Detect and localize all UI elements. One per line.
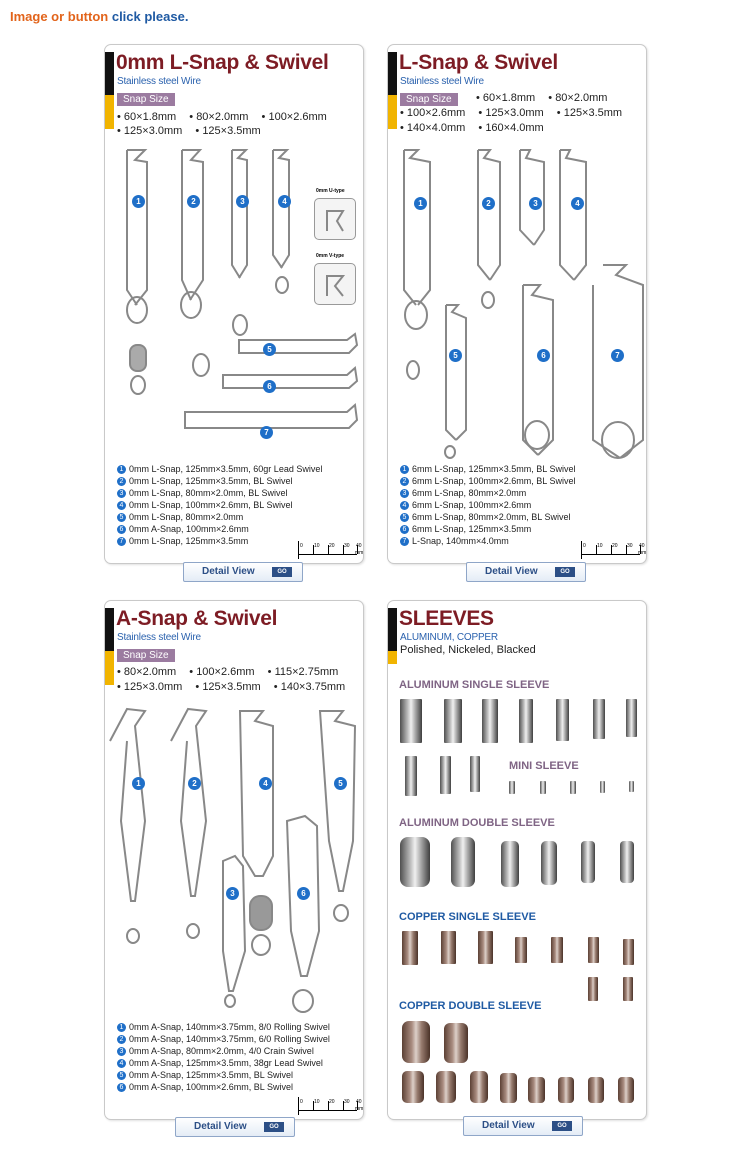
scale-ruler: 0 10 20 30 40 mm xyxy=(298,541,359,559)
size-row: • 80×2.0mm • 100×2.6mm • 115×2.75mm xyxy=(117,666,339,678)
list-item: 3 0mm A-Snap, 80mm×2.0mm, 4/0 Crain Swivel xyxy=(117,1045,330,1057)
product-card-l-snap-0mm[interactable] xyxy=(104,44,364,564)
snap-illustration-1 xyxy=(110,709,145,901)
snap-illustration-7 xyxy=(185,405,357,428)
list-item: 7 L-Snap, 140mm×4.0mm xyxy=(400,535,575,547)
sleeve-image xyxy=(436,1071,456,1103)
section-aluminum-single: ALUMINUM SINGLE SLEEVE xyxy=(399,679,550,691)
product-card-l-snap[interactable] xyxy=(387,44,647,564)
item-list xyxy=(117,463,322,547)
scale-ruler: 0 10 20 30 40 mm xyxy=(298,1097,359,1115)
title-accent-bar-yellow xyxy=(388,95,397,129)
list-item: 4 0mm L-Snap, 100mm×2.6mm, BL Swivel xyxy=(117,499,322,511)
card-title: L-Snap & Swivel xyxy=(399,51,558,74)
list-item: 7 0mm L-Snap, 125mm×3.5mm xyxy=(117,535,322,547)
list-item: 1 0mm A-Snap, 140mm×3.75mm, 8/0 Rolling Swivel xyxy=(117,1021,330,1033)
snap-illustration-3 xyxy=(232,150,247,335)
detail-view-button[interactable]: Detail View GO xyxy=(183,562,303,582)
list-item: 3 0mm L-Snap, 80mm×2.0mm, BL Swivel xyxy=(117,487,322,499)
snap-illustration-2 xyxy=(171,709,206,896)
sleeve-image xyxy=(588,937,599,963)
item-marker-1[interactable]: 1 xyxy=(132,195,145,208)
list-item: 5 6mm L-Snap, 80mm×2.0mm, BL Swivel xyxy=(400,511,575,523)
product-card-a-snap[interactable] xyxy=(104,600,364,1120)
sleeve-image xyxy=(451,837,475,887)
sleeve-image xyxy=(620,841,634,883)
detail-view-button[interactable]: Detail View GO xyxy=(175,1117,295,1137)
item-marker-7[interactable]: 7 xyxy=(260,426,273,439)
sleeve-image xyxy=(402,931,418,965)
sleeve-image xyxy=(581,841,595,883)
sleeve-image xyxy=(444,1023,468,1063)
product-card-sleeves[interactable] xyxy=(387,600,647,1120)
snap-size-badge: Snap Size xyxy=(400,93,458,106)
sleeve-image xyxy=(400,699,422,743)
item-marker-7[interactable]: 7 xyxy=(611,349,624,362)
list-item: 3 6mm L-Snap, 80mm×2.0mm xyxy=(400,487,575,499)
sleeve-image xyxy=(588,977,598,1001)
go-icon: GO xyxy=(272,567,292,577)
snap-illustration-1 xyxy=(127,150,147,394)
sleeve-image xyxy=(405,756,417,796)
list-item: 6 0mm A-Snap, 100mm×2.6mm xyxy=(117,523,322,535)
title-accent-bar xyxy=(105,608,114,651)
snap-illustration-4 xyxy=(560,150,586,280)
item-list xyxy=(117,1021,330,1093)
card-subtitle: Stainless steel Wire xyxy=(400,76,484,87)
sleeve-image xyxy=(501,841,519,887)
snap-illustration-1 xyxy=(404,150,430,305)
sleeve-image xyxy=(623,939,634,965)
sleeve-image xyxy=(470,1071,488,1103)
item-marker-4[interactable]: 4 xyxy=(571,197,584,210)
section-copper-double: COPPER DOUBLE SLEEVE xyxy=(399,1000,542,1012)
snap-illustration-2 xyxy=(181,150,209,376)
item-marker-6[interactable]: 6 xyxy=(537,349,550,362)
item-marker-3[interactable]: 3 xyxy=(236,195,249,208)
sleeve-image xyxy=(441,931,456,964)
section-mini-sleeve: MINI SLEEVE xyxy=(509,760,579,772)
sleeve-image xyxy=(400,837,430,887)
sleeve-image xyxy=(509,781,515,794)
list-item: 4 6mm L-Snap, 100mm×2.6mm xyxy=(400,499,575,511)
item-marker-5[interactable]: 5 xyxy=(449,349,462,362)
snap-illustration-6 xyxy=(223,368,357,388)
v-type-image xyxy=(314,263,356,305)
sleeve-image xyxy=(500,1073,517,1103)
item-marker-2[interactable]: 2 xyxy=(188,777,201,790)
item-marker-2[interactable]: 2 xyxy=(187,195,200,208)
size-row: • 60×1.8mm • 80×2.0mm xyxy=(476,92,608,104)
title-accent-bar xyxy=(388,52,397,95)
snap-illustration-5 xyxy=(320,711,355,891)
size-row: • 100×2.6mm • 125×3.0mm • 125×3.5mm xyxy=(400,107,623,119)
sleeve-image xyxy=(600,781,605,793)
item-marker-5[interactable]: 5 xyxy=(334,777,347,790)
go-icon: GO xyxy=(264,1122,284,1132)
snap-size-badge: Snap Size xyxy=(117,93,175,106)
sleeve-image xyxy=(558,1077,574,1103)
instruction-part1: Image or button xyxy=(10,9,109,24)
sleeve-image xyxy=(402,1071,424,1103)
sleeve-image xyxy=(528,1077,545,1103)
title-accent-bar-yellow xyxy=(105,95,114,129)
list-item: 2 0mm L-Snap, 125mm×3.5mm, BL Swivel xyxy=(117,475,322,487)
title-accent-bar xyxy=(388,608,397,651)
detail-view-button[interactable]: Detail View GO xyxy=(466,562,586,582)
item-marker-1[interactable]: 1 xyxy=(414,197,427,210)
item-list xyxy=(400,463,575,547)
list-item: 2 6mm L-Snap, 100mm×2.6mm, BL Swivel xyxy=(400,475,575,487)
item-marker-3[interactable]: 3 xyxy=(226,887,239,900)
size-row: • 140×4.0mm • 160×4.0mm xyxy=(400,122,544,134)
size-row: • 125×3.0mm • 125×3.5mm xyxy=(117,125,261,137)
sleeve-image xyxy=(593,699,605,739)
sleeve-image xyxy=(444,699,462,743)
sleeve-image xyxy=(623,977,633,1001)
sleeve-image xyxy=(402,1021,430,1063)
sleeve-image xyxy=(482,699,498,743)
list-item: 6 0mm A-Snap, 100mm×2.6mm, BL Swivel xyxy=(117,1081,330,1093)
title-accent-bar-yellow xyxy=(388,651,397,664)
sleeve-image xyxy=(478,931,493,964)
snap-illustration-3 xyxy=(223,856,245,991)
item-marker-6[interactable]: 6 xyxy=(297,887,310,900)
u-type-label: 0mm U-type xyxy=(316,188,345,194)
list-item: 5 0mm A-Snap, 125mm×3.5mm, BL Swivel xyxy=(117,1069,330,1081)
sleeve-image xyxy=(519,699,533,743)
sleeve-image xyxy=(440,756,451,794)
instruction-part2: click please. xyxy=(111,9,189,24)
scale-ruler: 0 10 20 30 40 mm xyxy=(581,541,642,559)
instruction-header xyxy=(10,9,188,24)
list-item: 5 0mm L-Snap, 80mm×2.0mm xyxy=(117,511,322,523)
item-marker-5[interactable]: 5 xyxy=(263,343,276,356)
list-item: 1 6mm L-Snap, 125mm×3.5mm, BL Swivel xyxy=(400,463,575,475)
sleeve-image xyxy=(588,1077,604,1103)
snap-size-badge: Snap Size xyxy=(117,649,175,662)
item-marker-1[interactable]: 1 xyxy=(132,777,145,790)
snap-illustration-2 xyxy=(478,150,500,280)
sleeve-image xyxy=(540,781,546,794)
item-marker-4[interactable]: 4 xyxy=(278,195,291,208)
snap-illustration-5 xyxy=(239,334,357,353)
title-accent-bar xyxy=(105,52,114,95)
size-row: • 125×3.0mm • 125×3.5mm • 140×3.75mm xyxy=(117,681,346,693)
item-marker-4[interactable]: 4 xyxy=(259,777,272,790)
section-copper-single: COPPER SINGLE SLEEVE xyxy=(399,911,536,923)
card-subtitle: Stainless steel Wire xyxy=(117,76,201,87)
list-item: 2 0mm A-Snap, 140mm×3.75mm, 6/0 Rolling Swivel xyxy=(117,1033,330,1045)
snap-illustration-5 xyxy=(446,305,466,440)
size-row: • 60×1.8mm • 80×2.0mm • 100×2.6mm xyxy=(117,111,327,123)
u-type-image xyxy=(314,198,356,240)
go-icon: GO xyxy=(555,567,575,577)
sleeve-image xyxy=(470,756,480,792)
sleeve-image xyxy=(551,937,563,963)
list-item: 4 0mm A-Snap, 125mm×3.5mm, 38gr Lead Swivel xyxy=(117,1057,330,1069)
item-marker-6[interactable]: 6 xyxy=(263,380,276,393)
title-accent-bar-yellow xyxy=(105,651,114,685)
list-item: 6 6mm L-Snap, 125mm×3.5mm xyxy=(400,523,575,535)
snap-illustration-4 xyxy=(240,711,273,876)
list-item: 1 0mm L-Snap, 125mm×3.5mm, 60gr Lead Swivel xyxy=(117,463,322,475)
card-title: SLEEVES xyxy=(399,607,494,630)
section-aluminum-double: ALUMINUM DOUBLE SLEEVE xyxy=(399,817,555,829)
product-image-snaps[interactable] xyxy=(105,701,363,1021)
sleeve-image xyxy=(556,699,569,741)
item-marker-3[interactable]: 3 xyxy=(529,197,542,210)
detail-view-button[interactable]: Detail View GO xyxy=(463,1116,583,1136)
card-subtitle: Stainless steel Wire xyxy=(117,632,201,643)
go-icon: GO xyxy=(552,1121,572,1131)
sleeve-image xyxy=(570,781,576,794)
card-title: A-Snap & Swivel xyxy=(116,607,278,630)
sleeve-image xyxy=(626,699,637,737)
card-title: 0mm L-Snap & Swivel xyxy=(116,51,329,74)
v-type-label: 0mm V-type xyxy=(316,253,345,259)
sleeve-image xyxy=(618,1077,634,1103)
item-marker-2[interactable]: 2 xyxy=(482,197,495,210)
finish-text: Polished, Nickeled, Blacked xyxy=(400,644,536,656)
sleeve-image xyxy=(541,841,557,885)
product-image-snaps[interactable] xyxy=(388,140,646,460)
sleeve-image xyxy=(515,937,527,963)
sleeve-image xyxy=(629,781,634,792)
card-subtitle: ALUMINUM, COPPER xyxy=(400,632,498,643)
snap-illustration-4 xyxy=(273,150,289,293)
